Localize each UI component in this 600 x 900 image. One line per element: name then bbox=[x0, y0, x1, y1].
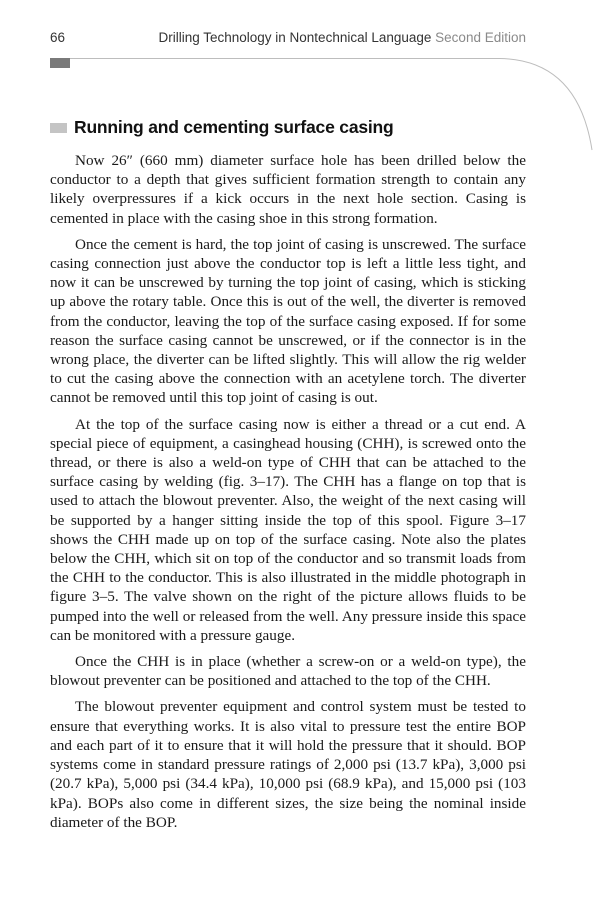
page-number: 66 bbox=[50, 30, 66, 45]
edition-label: Second Edition bbox=[435, 30, 526, 45]
chapter-tab-marker bbox=[50, 58, 70, 68]
paragraph: Once the cement is hard, the top joint of casing is unscrewed. The surface casing connection just above the conductor top is left a little less tight, and now it can be unscrewed by turning the top joint of casing, which is sticking up above the rotary table. Once this is out of the well, the diverter is removed from the conductor, leaving the top of the surface casing exposed. If for some reason the surface casing cannot be unscrewed, or if the connector is in the wrong place, the diverter can be lifted slightly. This will allow the rig welder to cut the casing above the connection with an acetylene torch. The diverter cannot be removed until this top joint of casing is out. bbox=[50, 235, 526, 407]
paragraph: Once the CHH is in place (whether a screw-on or a weld-on type), the blowout preventer can be positioned and attached to the top of the CHH. bbox=[50, 653, 526, 690]
paragraph: The blowout preventer equipment and control system must be tested to ensure that everything works. It is also vital to pressure test the entire BOP and each part of it to ensure that it will hold the pressure that it should. BOP systems come in standard pressure ratings of 2,000 psi (13.7 kPa), 3,000 psi (20.7 kPa), 5,000 psi (34.4 kPa), 10,000 psi (68.9 kPa), and 15,000 psi (103 kPa). BOPs also come in different sizes, the size being the nominal inside diameter of the BOP. bbox=[50, 698, 526, 831]
running-head bbox=[158, 30, 526, 45]
page-header bbox=[50, 30, 526, 50]
heading-marker bbox=[50, 123, 67, 133]
section-heading bbox=[50, 117, 394, 138]
section-title: Running and cementing surface casing bbox=[74, 117, 394, 137]
paragraph: Now 26″ (660 mm) diameter surface hole has been drilled below the conductor to a depth that gives sufficient formation strength to contain any likely overpressures if a kick occurs in the next hole section. Casing is cemented in place with the casing shoe in this strong formation. bbox=[50, 152, 526, 227]
body-text bbox=[50, 151, 526, 839]
book-title: Drilling Technology in Nontechnical Language bbox=[158, 30, 432, 45]
paragraph: At the top of the surface casing now is either a thread or a cut end. A special piece of equipment, a casinghead housing (CHH), is screwed onto the thread, or there is also a weld-on type of CHH that can be attached to the surface casing by welding (fig. 3–17). The CHH has a flange on top that is used to attach the blowout preventer. Also, the weight of the next casing will be supported by a hanger sitting inside the top of this spool. Figure 3–17 shows the CHH made up on top of the surface casing. Note also the plates below the CHH, which sit on top of the conductor and so transmit loads from the CHH to the conductor. This is also illustrated in the middle photograph in figure 3–5. The valve shown on the right of the picture allows fluids to be pumped into the well or released from the well. Any pressure inside this space can be monitored with a pressure gauge. bbox=[50, 415, 526, 644]
